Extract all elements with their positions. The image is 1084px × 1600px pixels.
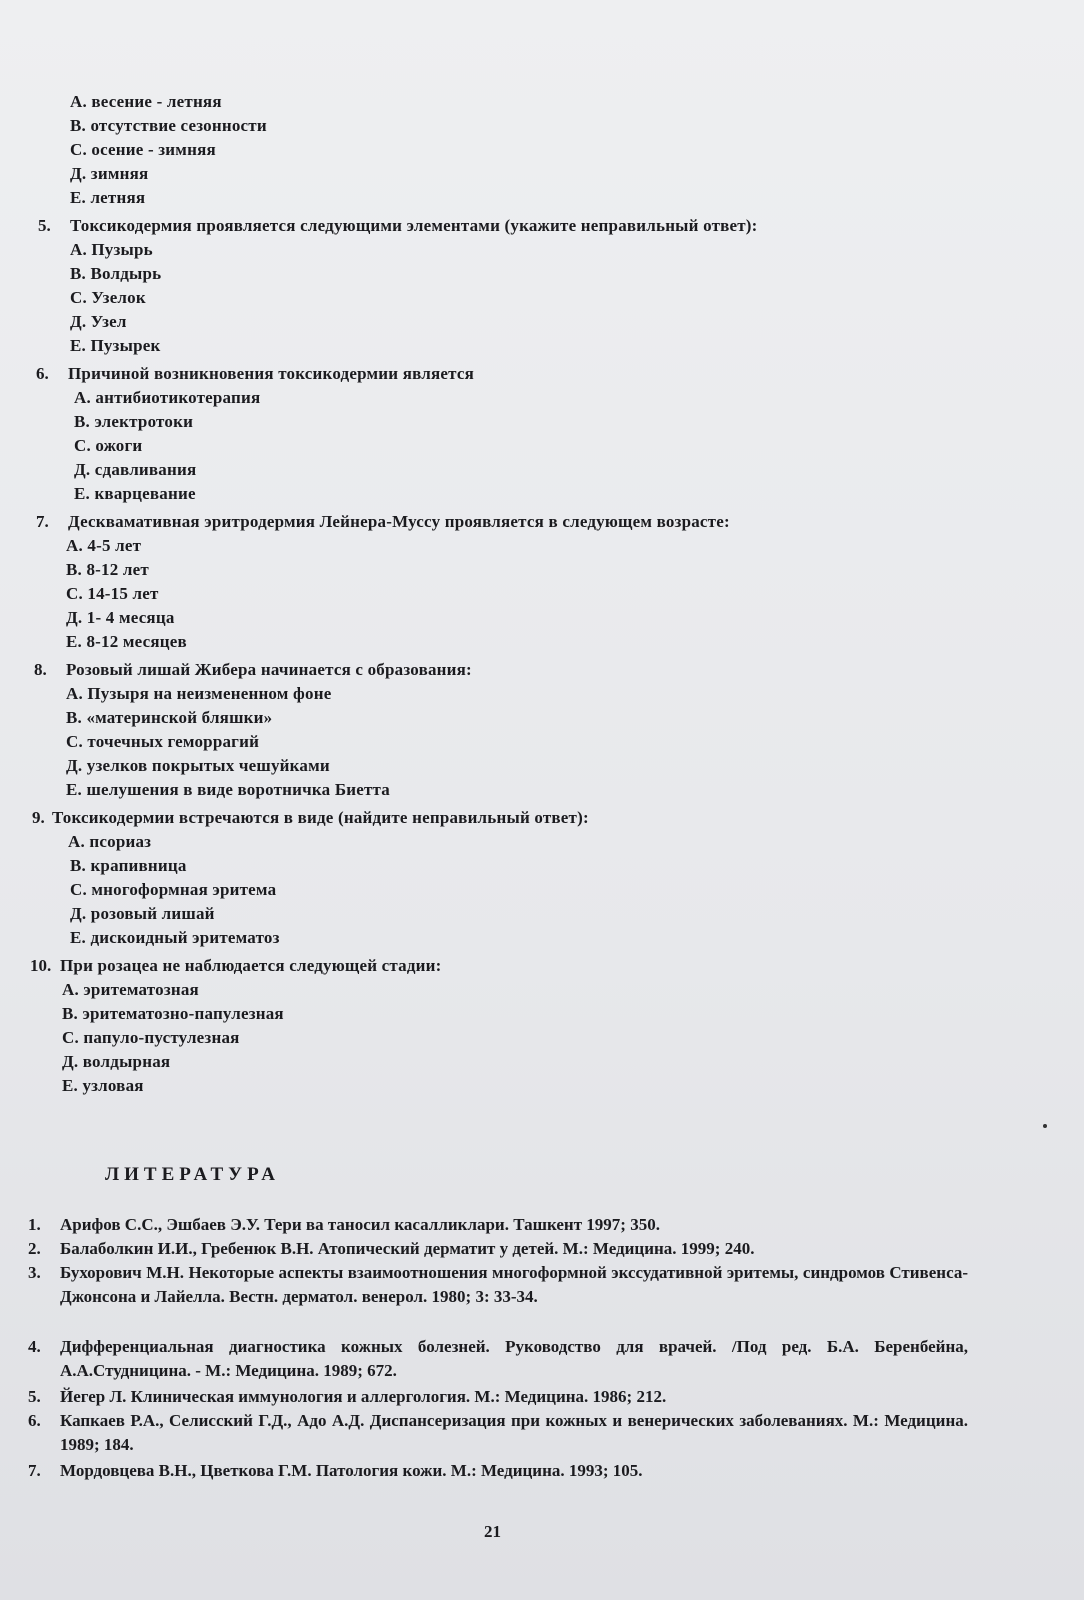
q7-number: 7.: [36, 512, 49, 531]
reference-item: [28, 1213, 968, 1237]
reference-item: [28, 1335, 968, 1383]
reference-text: Йегер Л. Клиническая иммунология и аллергология. М.: Медицина. 1986; 212.: [60, 1387, 667, 1406]
reference-text: Мордовцева В.Н., Цветкова Г.М. Патология кожи. М.: Медицина. 1993; 105.: [60, 1461, 643, 1480]
q4-option-c: С. осение - зимняя: [70, 140, 216, 159]
literature-heading: ЛИТЕРАТУРА: [105, 1164, 281, 1185]
q4-option-a: А. весение - летняя: [70, 92, 222, 111]
reference-text: Балаболкин И.И., Гребенюк В.Н. Атопический дерматит у детей. М.: Медицина. 1999; 240.: [60, 1239, 755, 1258]
q10-number: 10.: [30, 956, 52, 975]
page-number: 21: [484, 1522, 501, 1541]
q5-text: Токсикодермия проявляется следующими элементами (укажите неправильный ответ):: [70, 216, 758, 235]
q5-option-d: Д. Узел: [70, 312, 127, 331]
q5-option-e: Е. Пузырек: [70, 336, 161, 355]
q10-option-b: В. эритематозно-папулезная: [62, 1004, 284, 1023]
reference-item: [28, 1261, 968, 1309]
reference-item: [28, 1385, 968, 1409]
reference-number: 4.: [28, 1337, 41, 1356]
q6-text: Причиной возникновения токсикодермии является: [68, 364, 475, 383]
q6-option-c: С. ожоги: [74, 436, 143, 455]
reference-text: Дифференциальная диагностика кожных болезней. Руководство для врачей. /Под ред. Б.А. Беренбейна, А.А.Студницина. - М.: Медицина. 1989; 672.: [60, 1337, 968, 1380]
q6-option-b: В. электротоки: [74, 412, 194, 431]
reference-number: 6.: [28, 1411, 41, 1430]
scan-speck: [1043, 1124, 1047, 1128]
q5-option-a: А. Пузырь: [70, 240, 153, 259]
q10-option-d: Д. волдырная: [62, 1052, 171, 1071]
reference-number: 2.: [28, 1239, 41, 1258]
q10-text: При розацеа не наблюдается следующей стадии:: [60, 956, 442, 975]
q9-option-e: Е. дискоидный эритематоз: [70, 928, 280, 947]
q8-text: Розовый лишай Жибера начинается с образования:: [66, 660, 472, 679]
reference-item: [28, 1459, 968, 1483]
q5-option-c: С. Узелок: [70, 288, 146, 307]
q8-option-e: Е. шелушения в виде воротничка Биетта: [66, 780, 391, 799]
q9-number: 9.: [32, 808, 45, 827]
q9-option-d: Д. розовый лишай: [70, 904, 215, 923]
q4-option-e: Е. летняя: [70, 188, 146, 207]
reference-item: [28, 1409, 968, 1457]
q7-option-e: Е. 8-12 месяцев: [66, 632, 187, 651]
q7-option-c: С. 14-15 лет: [66, 584, 159, 603]
reference-number: 3.: [28, 1263, 41, 1282]
q6-option-d: Д. сдавливания: [74, 460, 197, 479]
q8-option-b: В. «материнской бляшки»: [66, 708, 273, 727]
q5-number: 5.: [38, 216, 51, 235]
reference-number: 5.: [28, 1387, 41, 1406]
q9-option-a: А. псориаз: [68, 832, 152, 851]
reference-item: [28, 1237, 968, 1261]
q4-option-d: Д. зимняя: [70, 164, 149, 183]
q7-option-a: А. 4-5 лет: [66, 536, 142, 555]
reference-text: Арифов С.С., Эшбаев Э.У. Тери ва таносил касалликлари. Ташкент 1997; 350.: [60, 1215, 660, 1234]
q5-option-b: В. Волдырь: [70, 264, 162, 283]
reference-text: Бухорович М.Н. Некоторые аспекты взаимоотношения многоформной экссудативной эритемы, синдромов Стивенса-Джонсона и Лайелла. Вестн. дерматол. венерол. 1980; 3: 33-34.: [60, 1263, 968, 1306]
q4-option-b: В. отсутствие сезонности: [70, 116, 267, 135]
q10-option-c: С. папуло-пустулезная: [62, 1028, 240, 1047]
q8-option-c: С. точечных геморрагий: [66, 732, 260, 751]
reference-number: 1.: [28, 1215, 41, 1234]
q9-option-c: С. многоформная эритема: [70, 880, 277, 899]
reference-number: 7.: [28, 1461, 41, 1480]
q8-option-d: Д. узелков покрытых чешуйками: [66, 756, 330, 775]
q7-option-b: В. 8-12 лет: [66, 560, 149, 579]
q6-option-e: Е. кварцевание: [74, 484, 196, 503]
q10-option-e: Е. узловая: [62, 1076, 144, 1095]
q10-option-a: А. эритематозная: [62, 980, 199, 999]
q6-number: 6.: [36, 364, 49, 383]
q7-option-d: Д. 1- 4 месяца: [66, 608, 175, 627]
q9-text: Токсикодермии встречаются в виде (найдите неправильный ответ):: [52, 808, 589, 827]
q6-option-a: А. антибиотикотерапия: [74, 388, 261, 407]
q7-text: Десквамативная эритродермия Лейнера-Муссу проявляется в следующем возрасте:: [68, 512, 730, 531]
reference-text: Капкаев Р.А., Селисский Г.Д., Адо А.Д. Диспансеризация при кожных и венерических заболеваниях. М.: Медицина. 1989; 184.: [60, 1411, 968, 1454]
q8-option-a: А. Пузыря на неизмененном фоне: [66, 684, 332, 703]
q9-option-b: В. крапивница: [70, 856, 187, 875]
q8-number: 8.: [34, 660, 47, 679]
